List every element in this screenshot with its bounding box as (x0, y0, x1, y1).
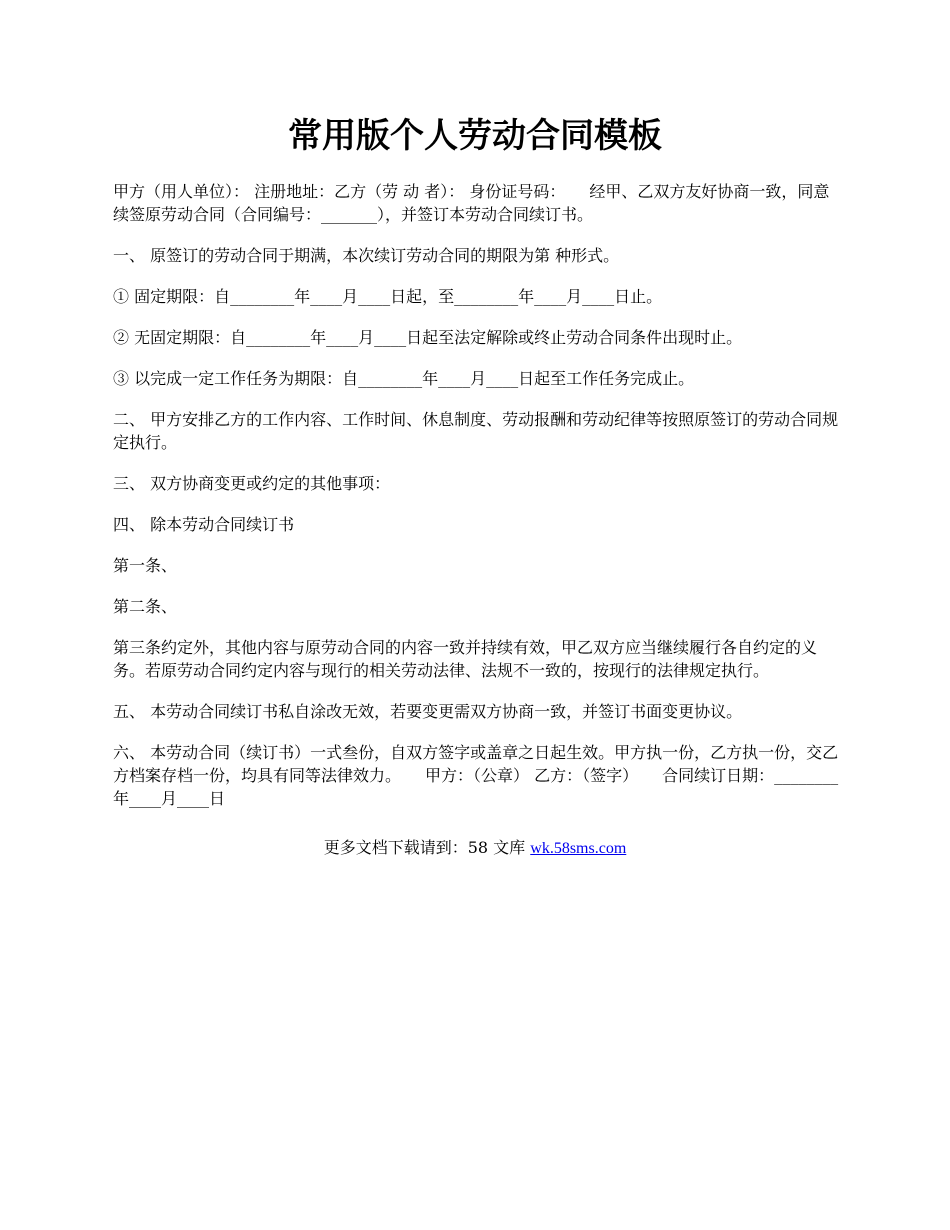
paragraph-clause-6: 六、 本劳动合同（续订书）一式叁份，自双方签字或盖章之日起生效。甲方执一份，乙方执一份，交乙方档案存档一份，均具有同等法律效力。 甲方：（公章） 乙方：（签字） 合同续订日期：________年____月____日 (113, 743, 839, 808)
footer-link[interactable]: wk.58sms.com (530, 840, 627, 857)
paragraph-clause-2: 二、 甲方安排乙方的工作内容、工作时间、休息制度、劳动报酬和劳动纪律等按照原签订的劳动合同规定执行。 (113, 410, 839, 452)
paragraph-task-term: ③ 以完成一定工作任务为期限：自________年____月____日起至工作任务完成止。 (113, 369, 695, 388)
download-footer (0, 836, 950, 861)
paragraph-clause-5: 五、 本劳动合同续订书私自涂改无效，若要变更需双方协商一致，并签订书面变更协议。 (113, 702, 743, 721)
paragraph-article-3: 第三条约定外，其他内容与原劳动合同的内容一致并持续有效，甲乙双方应当继续履行各自约定的义务。若原劳动合同约定内容与现行的相关劳动法律、法规不一致的，按现行的法律规定执行。 (113, 638, 818, 680)
paragraph-article-1: 第一条、 (113, 556, 178, 575)
paragraph-open-term: ② 无固定期限：自________年____月____日起至法定解除或终止劳动合同条件出现时止。 (113, 328, 743, 347)
paragraph-article-2: 第二条、 (113, 597, 178, 616)
paragraph-clause-1: 一、 原签订的劳动合同于期满，本次续订劳动合同的期限为第 种形式。 (113, 246, 620, 265)
paragraph-clause-4: 四、 除本劳动合同续订书 (113, 515, 295, 534)
footer-prefix: 更多文档下载请到：58 文库 (323, 838, 531, 857)
paragraph-fixed-term: ① 固定期限：自________年____月____日起，至________年____月____日止。 (113, 287, 663, 306)
document-body (113, 180, 843, 828)
document-title: 常用版个人劳动合同模板 (288, 116, 662, 156)
paragraph-parties: 甲方（用人单位）： 注册地址：乙方（劳 动 者）： 身份证号码： 经甲、乙双方友好协商一致，同意续签原劳动合同（合同编号：_______），并签订本劳动合同续订书。 (113, 182, 830, 224)
paragraph-clause-3: 三、 双方协商变更或约定的其他事项： (113, 474, 391, 493)
